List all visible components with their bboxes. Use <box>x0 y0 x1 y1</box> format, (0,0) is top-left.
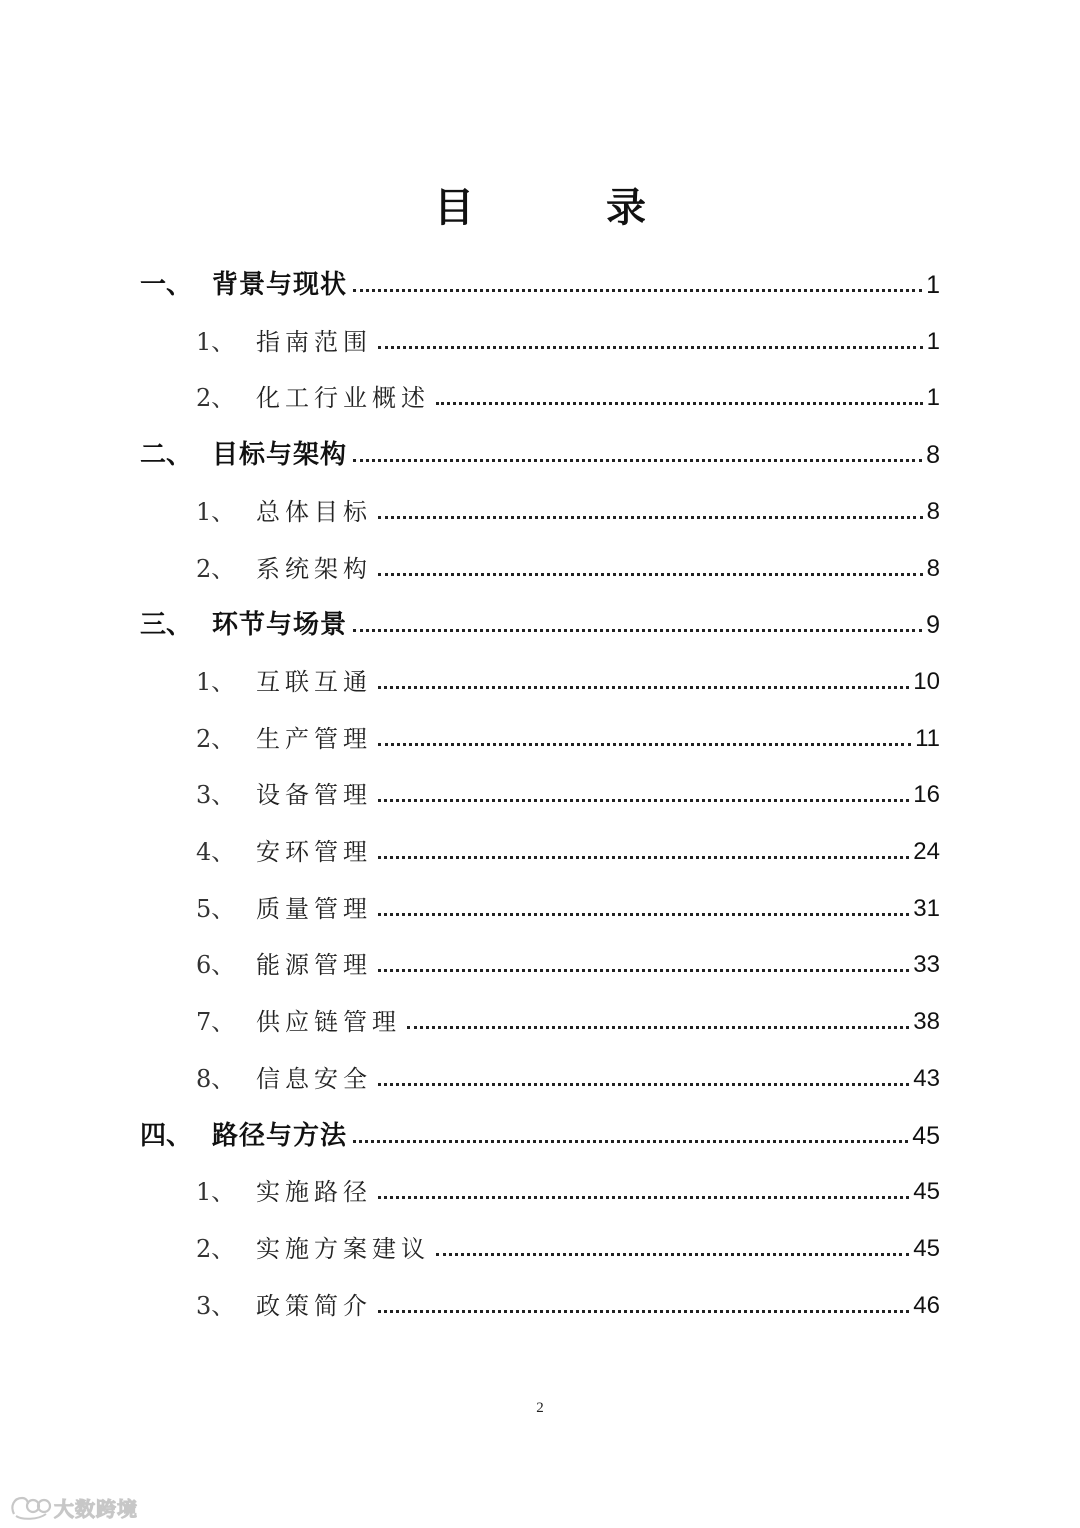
toc-entry-page: 11 <box>915 724 940 752</box>
toc-entry-page: 45 <box>913 1234 940 1262</box>
toc-entry-page: 46 <box>913 1291 940 1319</box>
toc-entry-page: 10 <box>913 667 940 695</box>
dot-leader <box>353 629 922 632</box>
toc-entry-page: 1 <box>926 384 940 412</box>
dot-leader <box>378 969 909 972</box>
toc-entry-line <box>196 369 940 413</box>
toc-entry-number: 2、 <box>196 1234 236 1263</box>
toc-subsection[interactable] <box>0 823 1080 867</box>
dot-leader <box>353 289 922 292</box>
toc-entry-label: 政策简介 <box>256 1291 372 1320</box>
toc-entry-label: 设备管理 <box>256 781 372 810</box>
toc-entry-line <box>140 596 940 640</box>
toc-entry-label: 环节与场景 <box>212 610 348 641</box>
toc-entry-line <box>140 426 940 470</box>
toc-entry-number: 5、 <box>196 894 236 923</box>
toc-subsection[interactable] <box>0 993 1080 1037</box>
toc-subsection[interactable] <box>0 880 1080 924</box>
toc-subsection[interactable] <box>0 936 1080 980</box>
toc-entry-page: 8 <box>926 554 940 582</box>
toc-entry-line <box>196 710 940 754</box>
toc-entry-page: 45 <box>913 1178 940 1206</box>
toc-entry-line <box>196 993 940 1037</box>
toc-entry-number: 4、 <box>196 838 236 866</box>
toc-subsection[interactable] <box>0 710 1080 754</box>
toc-entry-page: 43 <box>913 1064 940 1092</box>
toc-entry-number: 2、 <box>196 384 236 413</box>
toc-entry-page: 33 <box>913 951 940 979</box>
toc-entry-page: 31 <box>913 894 940 922</box>
toc-entry-number: 6、 <box>196 951 236 980</box>
toc-entry-line <box>196 880 940 924</box>
toc-entry-number: 7、 <box>196 1008 236 1037</box>
page-number: 2 <box>536 1400 544 1416</box>
toc-subsection[interactable] <box>0 653 1080 697</box>
toc-entry-line <box>196 1220 940 1264</box>
toc-entry-page: 8 <box>926 441 940 470</box>
toc-subsection[interactable] <box>0 483 1080 527</box>
toc-entry-label: 能源管理 <box>256 951 372 980</box>
toc-entry-number: 1、 <box>196 1178 236 1207</box>
toc-entry-line <box>196 823 940 867</box>
toc-entry-line <box>196 1050 940 1094</box>
toc-entry-line <box>196 766 940 810</box>
toc-entry-label: 安环管理 <box>256 838 372 866</box>
toc-subsection[interactable] <box>0 1050 1080 1094</box>
toc-entry-number: 2、 <box>196 554 236 583</box>
toc-entry-line <box>196 653 940 697</box>
toc-entry-page: 1 <box>926 327 940 355</box>
toc-entry-number: 2、 <box>196 724 236 753</box>
toc-entry-number: 1、 <box>196 327 236 356</box>
toc-subsection[interactable] <box>0 1220 1080 1264</box>
toc-entry-label: 实施方案建议 <box>256 1234 430 1263</box>
dot-leader <box>378 856 909 859</box>
dot-leader <box>378 1310 909 1313</box>
dot-leader <box>378 573 923 576</box>
toc-entry-label: 目标与架构 <box>212 440 348 471</box>
toc-subsection[interactable] <box>0 1277 1080 1321</box>
toc-entry-number: 1、 <box>196 497 236 526</box>
watermark-text: 大数跨境 <box>54 1496 138 1521</box>
dot-leader <box>378 686 909 689</box>
toc-entry-line <box>196 483 940 527</box>
toc-section[interactable] <box>0 596 1080 640</box>
toc-entry-label: 信息安全 <box>256 1064 372 1093</box>
dot-leader <box>353 459 922 462</box>
toc-entry-line <box>196 540 940 584</box>
toc-entry-number: 1、 <box>196 667 236 696</box>
toc-entry-number: 8、 <box>196 1064 236 1093</box>
toc-section[interactable] <box>0 256 1080 300</box>
toc-entry-line <box>196 1163 940 1207</box>
toc-subsection[interactable] <box>0 369 1080 413</box>
toc-entry-number: 3、 <box>196 781 236 810</box>
toc-entry-line <box>196 313 940 357</box>
dot-leader <box>378 743 911 746</box>
brand-logo-icon <box>8 1492 52 1522</box>
toc-entry-line <box>196 936 940 980</box>
toc-subsection[interactable] <box>0 766 1080 810</box>
toc-subsection[interactable] <box>0 313 1080 357</box>
toc-entry-page: 38 <box>913 1008 940 1036</box>
toc-entry-number: 三、 <box>140 610 193 641</box>
toc-entry-page: 16 <box>913 781 940 809</box>
toc-entry-page: 9 <box>926 611 940 640</box>
watermark <box>8 1490 138 1524</box>
toc-entry-label: 背景与现状 <box>212 270 348 300</box>
dot-leader <box>353 1140 908 1143</box>
toc-entry-label: 质量管理 <box>256 894 372 923</box>
toc-entry-line <box>140 256 940 300</box>
dot-leader <box>436 402 923 405</box>
dot-leader <box>378 1083 909 1086</box>
toc-entry-label: 系统架构 <box>256 554 372 583</box>
page-title: 目 录 <box>434 185 692 231</box>
dot-leader <box>378 516 923 519</box>
toc-section[interactable] <box>0 426 1080 470</box>
toc-entry-line <box>196 1277 940 1321</box>
toc-entry-label: 供应链管理 <box>256 1008 401 1037</box>
toc-entry-page: 45 <box>912 1121 940 1150</box>
toc-entry-label: 生产管理 <box>256 724 372 753</box>
dot-leader <box>436 1253 909 1256</box>
toc-entry-number: 四、 <box>140 1120 193 1151</box>
toc-entry-number: 二、 <box>140 440 193 471</box>
toc-entry-line <box>140 1107 940 1151</box>
toc-entry-page: 24 <box>913 838 940 865</box>
toc-entry-number: 一、 <box>140 270 193 300</box>
dot-leader <box>378 799 909 802</box>
toc-subsection[interactable] <box>0 540 1080 584</box>
toc-entry-label: 互联互通 <box>256 667 372 696</box>
toc-entry-label: 实施路径 <box>256 1178 372 1207</box>
dot-leader <box>378 913 909 916</box>
toc-entry-page: 8 <box>926 497 940 525</box>
toc-subsection[interactable] <box>0 1163 1080 1207</box>
toc-entry-label: 路径与方法 <box>212 1120 348 1151</box>
toc-section[interactable] <box>0 1107 1080 1151</box>
toc-entry-label: 指南范围 <box>256 327 372 356</box>
dot-leader <box>378 1196 909 1199</box>
toc-entry-label: 化工行业概述 <box>256 384 430 413</box>
toc-entry-number: 3、 <box>196 1291 236 1320</box>
toc-entry-label: 总体目标 <box>256 497 372 526</box>
dot-leader <box>407 1026 909 1029</box>
dot-leader <box>378 346 923 349</box>
toc-entry-page: 1 <box>926 271 940 299</box>
